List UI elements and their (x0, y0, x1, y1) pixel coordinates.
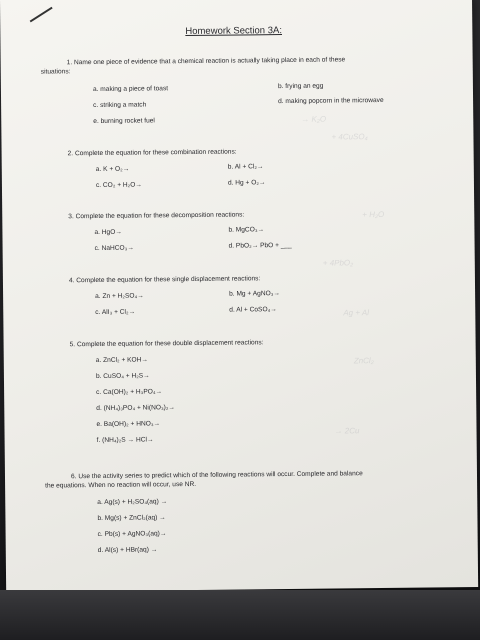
q3-item-a: a. HgO→ (94, 228, 122, 237)
q6-prompt: 6. Use the activity series to predict which of the following reactions will occur. Complete and balance (70, 470, 363, 481)
q6-item: b. Mg(s) + ZnCl₂(aq) → (97, 514, 166, 523)
q1-item-b: b. frying an egg (277, 82, 324, 91)
bleed-through: Ag + Al (343, 308, 370, 318)
q4-prompt: 4. Complete the equation for these single displacement reactions: (68, 275, 261, 285)
q3-prompt: 3. Complete the equation for these decomposition reactions: (68, 211, 245, 221)
q2-item-b: b. Al + Cl₂→ (227, 163, 264, 171)
q5-item: a. ZnCl₂ + KOH→ (95, 356, 149, 365)
q1-item-a: a. making a piece of toast (92, 85, 169, 94)
bleed-through: + H₂O (362, 209, 385, 220)
bleed-through: + 4PbO₂ (322, 258, 354, 268)
q5-prompt: 5. Complete the equation for these double displacement reactions: (69, 339, 264, 349)
q5-item: c. Ca(OH)₂ + H₃PO₄→ (96, 388, 163, 397)
bleed-through: → K₂O (301, 114, 327, 124)
q4-item-b: b. Mg + AgNO₃→ (229, 290, 281, 298)
q1-prompt-cont: situations: (40, 68, 71, 76)
q5-item: f. (NH₄)₂S → HCl→ (96, 436, 154, 445)
q1-item-d: d. making popcorn in the microwave (278, 96, 384, 106)
q1-item-c: c. striking a match (93, 101, 147, 110)
desk-edge (0, 590, 480, 640)
q5-item: b. CuSO₄ + H₂S→ (95, 372, 150, 381)
q2-prompt: 2. Complete the equation for these combination reactions: (67, 148, 237, 158)
q3-item-c: c. NaHCO₃→ (94, 244, 134, 253)
pen-mark (30, 7, 53, 23)
page-title: Homework Section 3A: (185, 25, 283, 38)
bleed-through: + 4CuSO₄ (331, 132, 368, 142)
q6-item: a. Ag(s) + H₂SO₄(aq) → (97, 498, 168, 507)
bleed-through: ZnCl₂ (353, 356, 374, 366)
q4-item-a: a. Zn + H₂SO₄→ (95, 292, 144, 301)
q3-item-b: b. MgCO₃→ (228, 226, 265, 234)
q2-item-c: c. CO₂ + H₂O→ (95, 181, 142, 190)
q6-item: c. Pb(s) + AgNO₃(aq)→ (97, 530, 167, 539)
q3-item-d: d. PbO₂→ PbO + ___ (228, 241, 292, 250)
q2-item-d: d. Hg + O₂→ (227, 179, 266, 187)
q4-item-c: c. AlI₃ + Cl₂→ (95, 308, 136, 317)
q2-item-a: a. K + O₂→ (95, 165, 130, 174)
q1-prompt: 1. Name one piece of evidence that a chemical reaction is actually taking place in each of these (66, 56, 346, 67)
bleed-through: → 2Cu (334, 426, 360, 436)
q4-item-d: d. Al + CoSO₄→ (229, 306, 277, 314)
q6-prompt-cont: the equations. When no reaction will occur, use NR. (45, 480, 197, 490)
q6-item: d. Al(s) + HBr(aq) → (97, 546, 158, 555)
q5-item: d. (NH₄)₃PO₄ + Ni(NO₃)₂→ (96, 404, 176, 413)
q5-item: e. Ba(OH)₂ + HNO₃→ (96, 420, 161, 429)
q1-item-e: e. burning rocket fuel (93, 117, 155, 126)
